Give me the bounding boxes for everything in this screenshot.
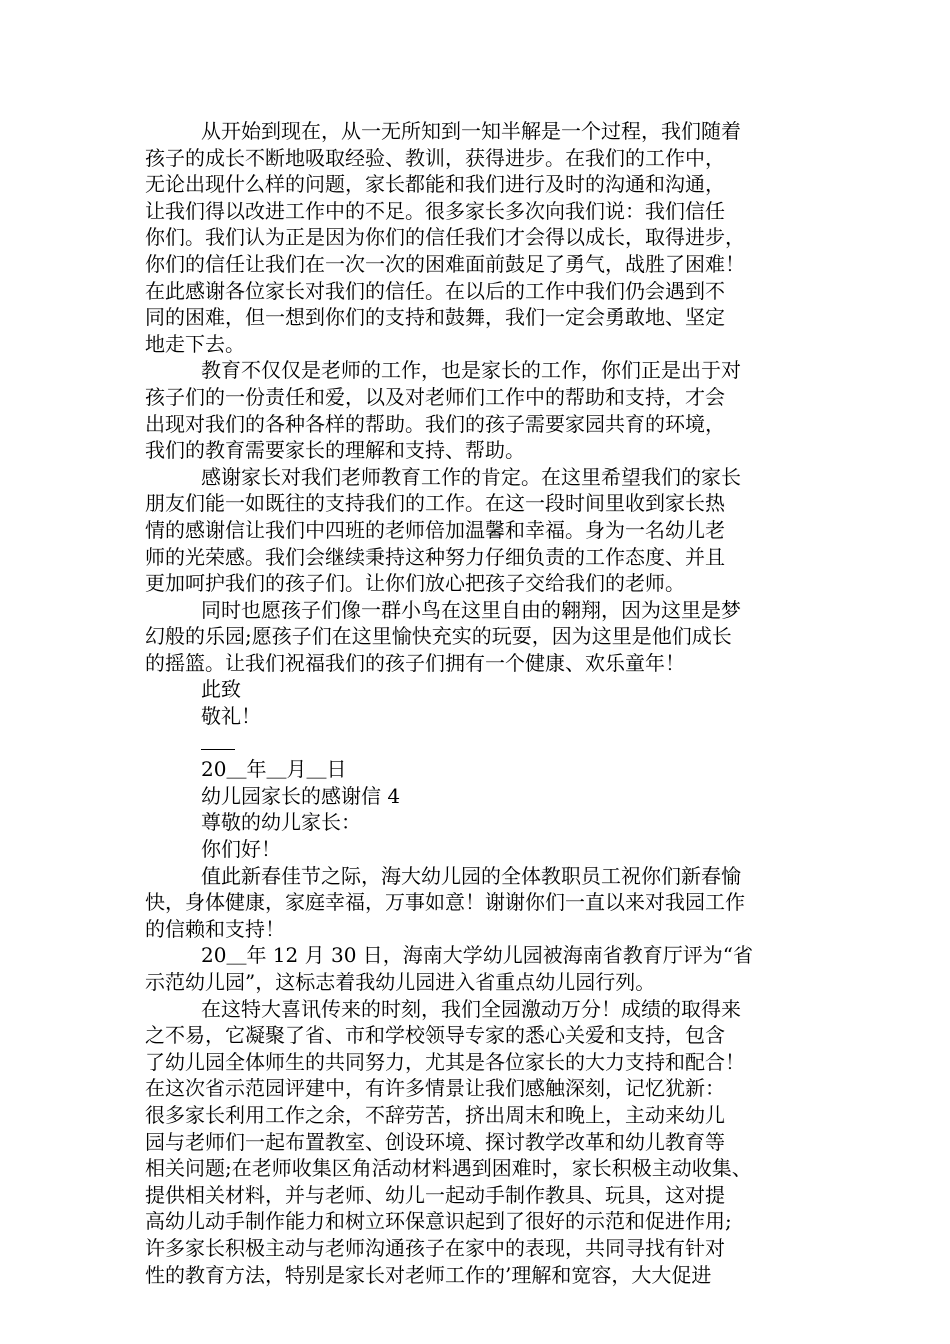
text-line: 同时也愿孩子们像一群小鸟在这里自由的翱翔，因为这里是梦 bbox=[201, 597, 741, 622]
signature-underline bbox=[201, 731, 235, 750]
text-line: 你们。我们认为正是因为你们的信任我们才会得以成长，取得进步， bbox=[145, 225, 745, 250]
text-line: 感谢家长对我们老师教育工作的肯定。在这里希望我们的家长 bbox=[201, 464, 741, 489]
text-line: 地走下去。 bbox=[145, 331, 245, 356]
text-line: 从开始到现在，从一无所知到一知半解是一个过程，我们随着 bbox=[201, 119, 741, 143]
text-line: 我们的教育需要家长的理解和支持、帮助。 bbox=[145, 438, 525, 463]
text-line: 示范幼儿园”，这标志着我幼儿园进入省重点幼儿园行列。 bbox=[145, 970, 656, 994]
paragraph-5 bbox=[145, 863, 825, 943]
text-line: 教育不仅仅是老师的工作，也是家长的工作，你们正是出于对 bbox=[201, 358, 741, 383]
text-line: 了幼儿园全体师生的共同努力，尤其是各位家长的大力支持和配合！ bbox=[145, 1049, 745, 1074]
text-line: 高幼儿动手制作能力和树立环保意识起到了很好的示范和促进作用; bbox=[145, 1209, 732, 1234]
text-line: 值此新春佳节之际，海大幼儿园的全体教职员工祝你们新春愉 bbox=[201, 863, 741, 888]
text-line: 的摇篮。让我们祝福我们的孩子们拥有一个健康、欢乐童年！ bbox=[145, 650, 685, 675]
text-line: 在这次省示范园评建中，有许多情景让我们感触深刻，记忆犹新： bbox=[145, 1076, 725, 1101]
paragraph-1 bbox=[145, 118, 825, 357]
text-line: 让我们得以改进工作中的不足。很多家长多次向我们说：我们信任 bbox=[145, 198, 725, 223]
text-line: 许多家长积极主动与老师沟通孩子在家中的表现，共同寻找有针对 bbox=[145, 1235, 725, 1260]
text-line: 很多家长利用工作之余，不辞劳苦，挤出周末和晚上，主动来幼儿 bbox=[145, 1102, 725, 1127]
text-line: 的信赖和支持！ bbox=[145, 916, 285, 941]
text-line: 无论出现什么样的问题，家长都能和我们进行及时的沟通和沟通， bbox=[145, 172, 725, 197]
text-line: 20＿年 12 月 30 日，海南大学幼儿园被海南省教育厅评为“省 bbox=[201, 943, 754, 968]
text-line: 快，身体健康，家庭幸福，万事如意！谢谢你们一直以来对我园工作 bbox=[145, 890, 745, 915]
text-line: 情的感谢信让我们中四班的老师倍加温馨和幸福。身为一名幼儿老 bbox=[145, 517, 725, 542]
text-line: 提供相关材料，并与老师、幼儿一起动手制作教具、玩具，这对提 bbox=[145, 1182, 725, 1207]
text-line: 在此感谢各位家长对我们的信任。在以后的工作中我们仍会遇到不 bbox=[145, 278, 725, 303]
greeting: 你们好！ bbox=[201, 837, 281, 862]
paragraph-7 bbox=[145, 996, 825, 1289]
letter-title: 幼儿园家长的感谢信 4 bbox=[201, 783, 401, 808]
text-line: 孩子们的一份责任和爱，以及对老师们工作中的帮助和支持，才会 bbox=[145, 384, 725, 409]
paragraph-2 bbox=[145, 357, 825, 463]
date-line: 20＿年＿月＿日 bbox=[201, 757, 347, 782]
text-line: 朋友们能一如既往的支持我们的工作。在这一段时间里收到家长热 bbox=[145, 491, 725, 516]
paragraph-3 bbox=[145, 464, 825, 597]
letter-page bbox=[145, 118, 825, 1288]
text-line: 园与老师们一起布置教室、创设环境、探讨教学改革和幼儿教育等 bbox=[145, 1129, 725, 1154]
text-line: 更加呵护我们的孩子们。让你们放心把孩子交给我们的老师。 bbox=[145, 571, 685, 596]
text-line: 出现对我们的各种各样的帮助。我们的孩子需要家园共育的环境， bbox=[145, 411, 725, 436]
text-line: 之不易，它凝聚了省、市和学校领导专家的悉心关爱和支持，包含 bbox=[145, 1023, 725, 1048]
text-line: 幻般的乐园;愿孩子们在这里愉快充实的玩耍，因为这里是他们成长 bbox=[145, 624, 732, 649]
text-line: 你们的信任让我们在一次一次的困难面前鼓足了勇气，战胜了困难！ bbox=[145, 251, 745, 276]
signature-blank bbox=[145, 730, 825, 757]
text-line: 师的光荣感。我们会继续秉持这种努力仔细负责的工作态度、并且 bbox=[145, 544, 725, 569]
closing-salutation: 此致 bbox=[201, 677, 241, 702]
closing-regards: 敬礼！ bbox=[201, 704, 261, 729]
paragraph-6 bbox=[145, 942, 825, 995]
text-line: 孩子的成长不断地吸取经验、教训，获得进步。在我们的工作中， bbox=[145, 145, 725, 170]
salutation: 尊敬的幼儿家长： bbox=[201, 810, 361, 835]
text-line: 性的教育方法，特别是家长对老师工作的’理解和宽容，大大促进 bbox=[145, 1262, 712, 1287]
text-line: 在这特大喜讯传来的时刻，我们全园激动万分！成绩的取得来 bbox=[201, 996, 741, 1021]
paragraph-4 bbox=[145, 597, 825, 677]
text-line: 相关问题;在老师收集区角活动材料遇到困难时，家长积极主动收集、 bbox=[145, 1156, 752, 1181]
text-line: 同的困难，但一想到你们的支持和鼓舞，我们一定会勇敢地、坚定 bbox=[145, 305, 725, 330]
